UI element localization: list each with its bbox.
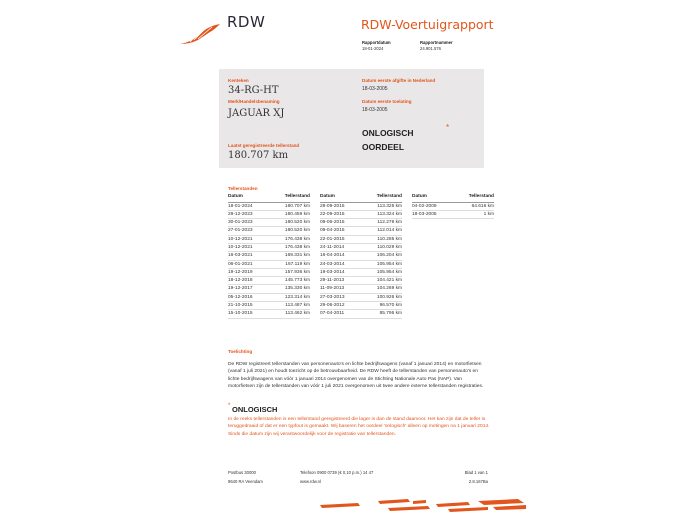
- report-date-label: Rapportdatum: [362, 40, 391, 45]
- table-row: [228, 294, 310, 302]
- logo-text: RDW: [227, 13, 266, 31]
- table-row: [320, 211, 402, 219]
- table-row: [412, 203, 494, 211]
- row-date: 18-03-2005: [412, 211, 437, 217]
- last-odometer-label: Laatst geregistreerde tellerstand: [228, 143, 300, 148]
- row-odometer: 169.331 km: [284, 253, 310, 259]
- brand-label: Merk/Handelsbenaming: [228, 99, 280, 104]
- row-date: 07-04-2011: [320, 311, 345, 317]
- footer-code: 2.8.167Ba: [468, 479, 488, 484]
- row-odometer: 110.029 km: [377, 244, 402, 250]
- row-date: 10-12-2021: [228, 244, 253, 250]
- row-odometer: 96.570 km: [379, 303, 402, 309]
- row-date: 29-11-2013: [320, 278, 345, 284]
- row-date: 21-10-2015: [228, 303, 253, 309]
- row-odometer: 176.438 km: [284, 236, 310, 242]
- row-date: 19-12-2017: [228, 286, 253, 292]
- row-odometer: 167.119 km: [285, 261, 310, 267]
- table-row: [320, 236, 402, 244]
- row-date: 18-01-2024: [228, 203, 253, 209]
- row-odometer: 104.421 km: [376, 278, 402, 284]
- row-odometer: 135.330 km: [284, 286, 310, 292]
- row-date: 09-06-2015: [320, 220, 345, 226]
- table-row: [228, 269, 310, 277]
- footer-web-link[interactable]: www.rdw.nl: [300, 479, 321, 484]
- row-odometer: 106.204 km: [376, 253, 402, 259]
- last-odometer-value: 180.707 km: [228, 150, 289, 161]
- table-row: [412, 211, 494, 219]
- table-row: [228, 211, 310, 219]
- row-odometer: 100.926 km: [376, 294, 402, 300]
- row-odometer: 157.936 km: [284, 269, 310, 275]
- row-date: 30-01-2023: [228, 220, 253, 226]
- row-odometer: 145.773 km: [284, 278, 310, 284]
- row-odometer: 113.324 km: [377, 211, 402, 217]
- table-row: [228, 236, 310, 244]
- table-row: [228, 261, 310, 269]
- row-odometer: 105.954 km: [376, 261, 402, 267]
- brand-value: JAGUAR XJ: [228, 108, 285, 119]
- table-row: [320, 219, 402, 227]
- row-odometer: 176.438 km: [284, 244, 310, 250]
- license-plate-value: 34-RG-HT: [228, 85, 279, 96]
- header-odometer: Tellerstand: [468, 194, 494, 199]
- row-odometer: 105.954 km: [376, 269, 402, 275]
- footer-phone: Telefoon 0900 0739 (€ 0,10 p.m.) 14 47: [300, 470, 374, 475]
- onlogisch-title: ONLOGISCH: [232, 405, 278, 414]
- row-odometer: 110.285 km: [377, 236, 402, 242]
- odometer-table-column-3: [412, 194, 494, 219]
- table-row: [228, 244, 310, 252]
- row-odometer: 112.278 km: [377, 220, 402, 226]
- row-date: 06-01-2021: [228, 261, 253, 267]
- row-date: 19-12-2019: [228, 269, 253, 275]
- row-date: 24-03-2014: [320, 261, 345, 267]
- odometer-table-column-2: [320, 194, 402, 319]
- odometer-table-column-1: [228, 194, 310, 319]
- table-row: [320, 277, 402, 285]
- verdict-asterisk: *: [446, 123, 450, 132]
- row-date: 27-03-2013: [320, 294, 345, 300]
- header-date: Datum: [228, 194, 243, 199]
- row-odometer: 113.487 km: [285, 303, 310, 309]
- row-date: 18-12-2018: [228, 278, 253, 284]
- row-date: 04-02-2009: [412, 203, 437, 209]
- footer-page-number: Blad 1 van 1: [464, 470, 488, 475]
- onlogisch-text: In de reeks tellerstanden is een tellerstand geregistreerd die lager is dan de stand daarvoor. Het kan zijn dat de teller is teruggedraaid of dat er een typfout is gemaakt. Wij baseren het oordeel 'onlogisch' alleen op metingen na 1 januari 2014. Sinds die datum zijn wij verantwoordelijk voor de registratie van tellerstanden.: [228, 417, 490, 437]
- odometer-table-header: [228, 194, 310, 203]
- row-date: 29-06-2012: [320, 303, 345, 309]
- row-date: 10-12-2021: [228, 236, 253, 242]
- header-odometer: Tellerstand: [376, 194, 402, 199]
- first-admission-value: 18-03-2005: [362, 107, 388, 113]
- row-odometer: 112.014 km: [377, 228, 402, 234]
- license-plate-label: Kenteken: [228, 78, 249, 83]
- first-issue-nl-value: 18-03-2005: [362, 86, 388, 92]
- row-date: 16-03-2021: [228, 253, 253, 259]
- header-date: Datum: [320, 194, 335, 199]
- row-odometer: 64.616 km: [471, 203, 494, 209]
- odometer-table-header: [320, 194, 402, 203]
- explanation-title: Toelichting: [228, 349, 253, 354]
- table-row: [320, 203, 402, 211]
- row-odometer: 1 km: [483, 211, 494, 217]
- footer-stripes-decoration: [318, 495, 528, 519]
- table-row: [228, 285, 310, 293]
- row-date: 29-12-2023: [228, 211, 253, 217]
- row-date: 09-04-2015: [320, 228, 345, 234]
- table-row: [228, 252, 310, 260]
- row-date: 28-09-2015: [320, 203, 345, 209]
- row-date: 11-09-2013: [320, 286, 345, 292]
- odometer-verdict: ONLOGISCH OORDEEL: [362, 128, 414, 152]
- report-number-label: Rapportnummer: [420, 40, 453, 45]
- table-row: [320, 244, 402, 252]
- document-title: RDW-Voertuigrapport: [361, 17, 494, 32]
- first-admission-label: Datum eerste toelating: [362, 99, 412, 104]
- table-row: [228, 203, 310, 211]
- table-row: [320, 261, 402, 269]
- row-date: 24-11-2014: [320, 244, 345, 250]
- row-date: 19-03-2014: [320, 269, 345, 275]
- rdw-logo-icon: [178, 22, 222, 51]
- header-date: Datum: [412, 194, 427, 199]
- first-issue-nl-label: Datum eerste afgifte in Nederland: [362, 78, 436, 83]
- row-date: 15-10-2015: [228, 311, 253, 317]
- header-odometer: Tellerstand: [284, 194, 310, 199]
- odometer-table-header: [412, 194, 494, 203]
- explanation-text: De RDW registreert tellerstanden van personenauto's en lichte bedrijfswagens (vanaf 1 januari 2014) en motorfietsen (vanaf 1 juli 2021) en houdt toezicht op de betrouwbaarheid. De RDW heeft de tellerstanden van personenauto's en lichte bedrijfswagens van vóór 1 januari 2014 overgenomen van de Stichting Nationale Auto Pas (NAP). Van motorfietsen zijn de tellerstanden van vóór 1 juli 2021 overgenomen uit twee andere externe tellerstanden registraties.: [228, 362, 484, 390]
- row-date: 27-01-2023: [228, 228, 253, 234]
- row-date: 22-09-2015: [320, 211, 345, 217]
- row-odometer: 113.325 km: [377, 203, 402, 209]
- table-row: [320, 294, 402, 302]
- table-row: [228, 227, 310, 235]
- footer-address-1: Postbus 30000: [228, 470, 256, 475]
- table-row: [320, 310, 402, 318]
- row-date: 22-01-2015: [320, 236, 345, 242]
- table-row: [320, 269, 402, 277]
- row-odometer: 180.459 km: [284, 211, 310, 217]
- row-date: 05-12-2016: [228, 294, 253, 300]
- table-row: [320, 227, 402, 235]
- table-row: [228, 302, 310, 310]
- row-odometer: 85.796 km: [379, 311, 402, 317]
- row-odometer: 104.269 km: [376, 286, 402, 292]
- row-odometer: 180.707 km: [284, 203, 310, 209]
- row-odometer: 123.314 km: [284, 294, 310, 300]
- footer-address-2: 9640 RA Veendam: [228, 479, 263, 484]
- table-row: [320, 252, 402, 260]
- table-row: [228, 310, 310, 318]
- row-odometer: 180.520 km: [284, 220, 310, 226]
- row-odometer: 113.462 km: [285, 311, 310, 317]
- report-date-value: 18-01-2024: [362, 46, 384, 51]
- table-row: [228, 219, 310, 227]
- report-number-value: 24.901.576: [420, 46, 441, 51]
- table-row: [320, 302, 402, 310]
- table-row: [228, 277, 310, 285]
- table-row: [320, 285, 402, 293]
- row-date: 16-04-2014: [320, 253, 345, 259]
- row-odometer: 180.520 km: [284, 228, 310, 234]
- onlogisch-asterisk: *: [228, 403, 231, 409]
- odometer-table-title: Tellerstanden: [228, 186, 258, 191]
